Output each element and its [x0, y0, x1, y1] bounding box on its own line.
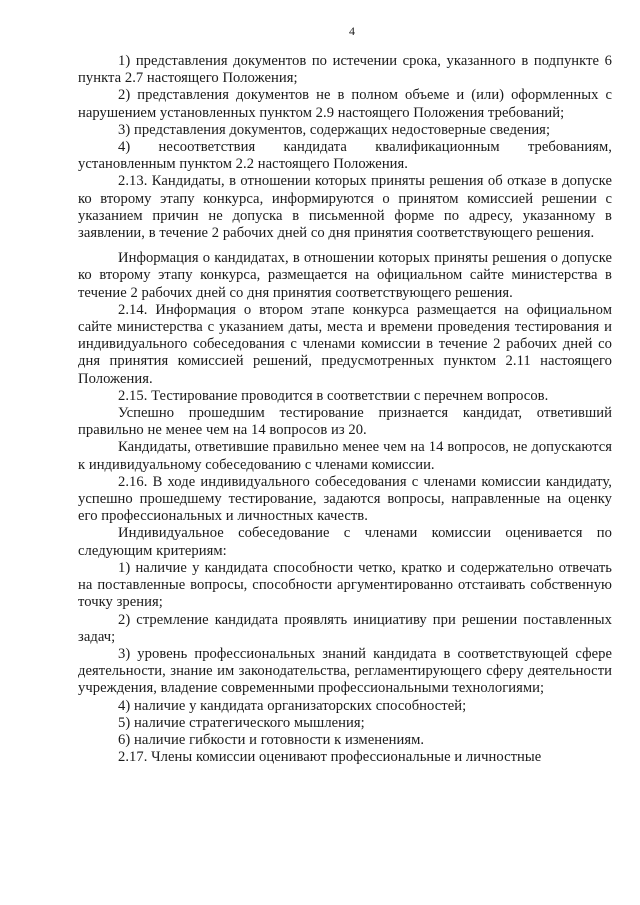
paragraph-criterion-5: 5) наличие стратегического мышления;	[118, 714, 365, 731]
paragraph-criterion-4: 4) наличие у кандидата организаторских способностей;	[118, 697, 467, 714]
paragraph-admission-info: Информация о кандидатах, в отношении которых приняты решения о допуске ко второму этапу конкурса, размещается на официальном сайте министерства в течение 2 рабочих дней со дня принятия соответствующего решения.	[78, 250, 612, 301]
paragraph-criteria-intro: Индивидуальное собеседование с членами комиссии оценивается по следующим критериям:	[78, 525, 612, 559]
paragraph-2-15: 2.15. Тестирование проводится в соответствии с перечнем вопросов.	[118, 387, 549, 404]
paragraph-criterion-2: 2) стремление кандидата проявлять инициативу при решении поставленных задач;	[78, 611, 612, 645]
paragraph-criterion-6: 6) наличие гибкости и готовности к изменениям.	[118, 731, 425, 748]
paragraph-test-failed: Кандидаты, ответившие правильно менее чем на 14 вопросов, не допускаются к индивидуальному собеседованию с членами комиссии.	[78, 439, 612, 473]
paragraph-reason-2: 2) представления документов не в полном объеме и (или) оформленных с нарушением установленных пунктом 2.9 настоящего Положения требований;	[78, 87, 612, 121]
paragraph-test-passed: Успешно прошедшим тестирование признается кандидат, ответивший правильно не менее чем на 14 вопросов из 20.	[78, 405, 612, 439]
paragraph-2-16: 2.16. В ходе индивидуального собеседования с членами комиссии кандидату, успешно прошедшему тестирование, задаются вопросы, направленные на оценку его профессиональных и личностных качеств.	[78, 473, 612, 525]
paragraph-reason-3: 3) представления документов, содержащих недостоверные сведения;	[118, 121, 551, 138]
paragraph-2-13: 2.13. Кандидаты, в отношении которых приняты решения об отказе в допуске ко второму этапу конкурса, информируются о принятом комиссией решении с указанием причин не допуска в письменной форме по адресу, указанному в заявлении, в течение 2 рабочих дней со дня принятия соответствующего решения.	[78, 173, 612, 242]
paragraph-reason-1: 1) представления документов по истечении срока, указанного в подпункте 6 пункта 2.7 настоящего Положения;	[78, 53, 612, 87]
document-page	[78, 24, 612, 766]
page-number: 4	[349, 24, 355, 38]
paragraph-2-14: 2.14. Информация о втором этапе конкурса размещается на официальном сайте министерства с указанием даты, места и времени проведения тестирования и индивидуального собеседования с членами комиссии в течение 2 рабочих дней со дня принятия комиссией решений, предусмотренных пунктом 2.11 настоящего Положения.	[78, 301, 612, 387]
paragraph-2-17: 2.17. Члены комиссии оценивают профессиональные и личностные	[118, 749, 542, 766]
paragraph-criterion-1: 1) наличие у кандидата способности четко, кратко и содержательно отвечать на поставленные вопросы, способности аргументированно отстаивать собственную точку зрения;	[78, 559, 612, 611]
paragraph-reason-4: 4) несоответствия кандидата квалификационным требованиям, установленным пунктом 2.2 настоящего Положения.	[78, 139, 612, 173]
paragraph-criterion-3: 3) уровень профессиональных знаний кандидата в соответствующей сфере деятельности, знание им законодательства, регламентирующего сферу деятельности учреждения, владение современными профессиональными технологиями;	[78, 645, 612, 697]
